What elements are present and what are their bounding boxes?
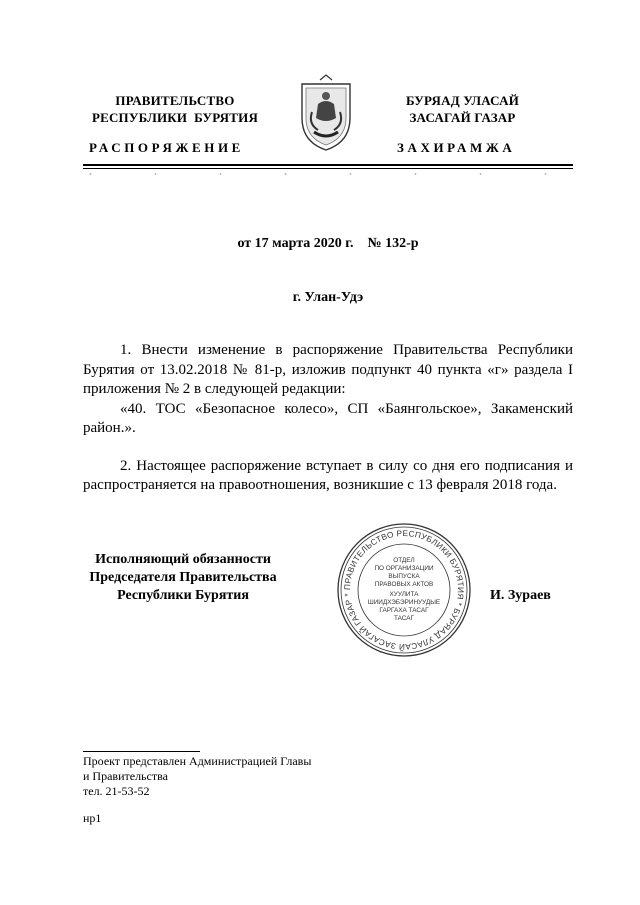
paragraph-2: 2. Настоящее распоряжение вступает в силу со дня его подписания и распространяется на правоотношения, возникшие с 13 февраля 2018 года.	[83, 457, 573, 493]
header-right-line2: ЗАСАГАЙ ГАЗАР	[409, 110, 516, 125]
footer-line3: тел. 21-53-52	[83, 784, 150, 798]
stamp-graphic	[336, 522, 472, 658]
stamp-line2: ПО ОРГАНИЗАЦИИ	[374, 565, 434, 572]
header-right-line1: БУРЯАД УЛАСАЙ	[405, 93, 520, 108]
header-right-org	[385, 92, 540, 126]
doc-type-left: РАСПОРЯЖЕНИЕ	[89, 140, 244, 155]
header-left-line2: РЕСПУБЛИКИ БУРЯТИЯ	[91, 110, 259, 125]
stamp-line5: ХУУЛИТА	[389, 591, 419, 598]
paragraph-1: 1. Внести изменение в распоряжение Правительства Республики Бурятия от 13.02.2018 № 81-р, изложив подпункт 40 пункта «г» раздела I приложения № 2 в следующей редакции:	[83, 342, 573, 397]
footer-rule	[83, 751, 200, 752]
body-text	[83, 341, 573, 496]
stamp-outer-text: ПРАВИТЕЛЬСТВО РЕСПУБЛИКИ БУРЯТИЯ * БУРЯАД УЛАСАЙ ЗАСАГАЙ ГАЗАР *	[342, 528, 466, 652]
signatory-name: И. Зураев	[490, 588, 551, 603]
paragraph-1-quote: «40. ТОС «Безопасное колесо», СП «Баянгольское», Закаменский район.».	[83, 400, 573, 436]
signatory-line2: Председателя Правительства	[89, 570, 277, 585]
coat-of-arms-icon	[296, 74, 356, 154]
stamp-line1: ОТДЕЛ	[393, 557, 415, 564]
stamp-line7: ГАРГАХА ТАСАГ	[379, 607, 429, 614]
header-left-line1: ПРАВИТЕЛЬСТВО	[115, 93, 235, 108]
city: г. Улан-Удэ	[292, 290, 364, 305]
signatory-line1: Исполняющий обязанности	[95, 552, 271, 567]
header-dotted-line	[83, 172, 573, 176]
stamp-line3: ВЫПУСКА	[388, 573, 420, 580]
header-left-org	[80, 92, 270, 126]
footer-line1: Проект представлен Администрацией Главы	[83, 754, 312, 768]
header-rule-thin	[83, 168, 573, 169]
signatory-title	[78, 551, 288, 605]
stamp-line6: ШИИДХЭБЭРИНУУДЫЕ	[367, 599, 441, 606]
doc-type-right: ЗАХИРАМЖА	[397, 140, 516, 155]
emblem-graphic	[296, 74, 356, 154]
footer-line2: и Правительства	[83, 769, 168, 783]
footer-code: нр1	[83, 811, 102, 825]
stamp-line8: ТАСАГ	[393, 615, 415, 622]
signatory-line3: Республики Бурятия	[117, 588, 249, 603]
official-stamp	[336, 522, 472, 658]
header-rule-thick	[83, 164, 573, 166]
date-number: от 17 марта 2020 г. № 132-р	[237, 236, 419, 251]
stamp-line4: ПРАВОВЫХ АКТОВ	[374, 581, 434, 588]
footer-note	[83, 754, 383, 799]
